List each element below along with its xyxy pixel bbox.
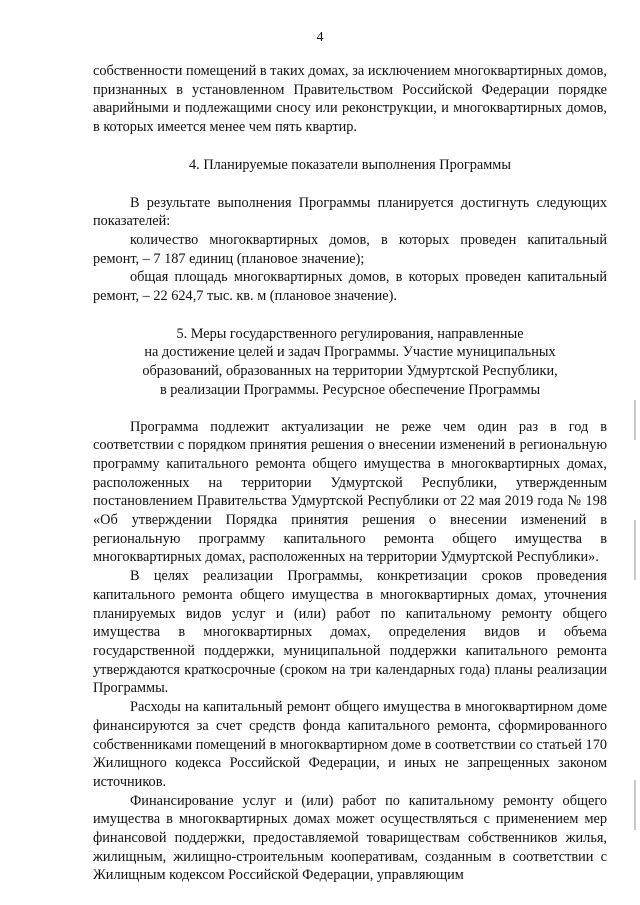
section-4-paragraph: общая площадь многоквартирных домов, в которых проведен капитальный ремонт, – 22 624,7 тыс. кв. м (плановое значение). bbox=[93, 269, 607, 305]
spacer bbox=[93, 175, 607, 194]
spacer bbox=[93, 400, 607, 418]
spacer bbox=[93, 306, 607, 325]
section-5-heading-line: образований, образованных на территории Удмуртской Республики, bbox=[142, 363, 558, 380]
section-5-heading-line: в реализации Программы. Ресурсное обеспечение Программы bbox=[159, 381, 541, 398]
section-5-heading-line: на достижение целей и задач Программы. Участие муниципальных bbox=[144, 344, 556, 361]
scan-edge-mark bbox=[634, 780, 636, 830]
scan-edge-mark bbox=[634, 400, 636, 440]
section-5-paragraph: Расходы на капитальный ремонт общего имущества в многоквартирном доме финансируются за счет средств фонда капитального ремонта, сформированного собственниками помещений в многоквартирном доме в соответствии со статьей 170 Жилищного кодекса Российской Федерации, и иных не запрещенных законом источников. bbox=[93, 699, 607, 790]
section-4-paragraph: В результате выполнения Программы планируется достигнуть следующих показателей: bbox=[93, 194, 607, 230]
section-5-heading-line: 5. Меры государственного регулирования, направленные bbox=[176, 325, 524, 342]
section-5-paragraph: В целях реализации Программы, конкретизации сроков проведения капитального ремонта общего имущества в многоквартирных домах, уточнения планируемых видов услуг и (или) работ по капитальному ремонту общего имущества в многоквартирных домах, определения видов и объема государственной поддержки, муниципальной поддержки капитального ремонта утверждаются краткосрочные (сроком на три календарных года) планы реализации Программы. bbox=[93, 568, 607, 697]
section-4-heading: 4. Планируемые показатели выполнения Программы bbox=[189, 156, 511, 173]
section-4-paragraph: количество многоквартирных домов, в которых проведен капитальный ремонт, – 7 187 единиц (плановое значение); bbox=[93, 231, 607, 267]
intro-paragraph: собственности помещений в таких домах, за исключением многоквартирных домов, признанных в установленном Правительством Российской Федерации порядке аварийными и подлежащими сносу или реконструкции, и многоквартирных домов, в которых имеется менее чем пять квартир. bbox=[93, 63, 607, 136]
section-5-paragraph: Финансирование услуг и (или) работ по капитальному ремонту общего имущества в многоквартирных домах может осуществляться с применением мер финансовой поддержки, предоставляемой товариществам собственников жилья, жилищным, жилищно-строительным кооперативам, созданным в соответствии с Жилищным кодексом Российской Федерации, управляющим bbox=[93, 792, 607, 884]
page-number: 4 bbox=[316, 30, 324, 45]
section-5-heading bbox=[93, 325, 607, 400]
spacer bbox=[93, 137, 607, 156]
document-body bbox=[93, 62, 607, 885]
section-5-paragraph: Программа подлежит актуализации не реже чем один раз в год в соответствии с порядком принятия решения о внесении изменений в региональную программу капитального ремонта общего имущества в многоквартирных домах, расположенных на территории Удмуртской Республики, утвержденным постановлением Правительства Удмуртской Республики от 22 мая 2019 года № 198 «Об утверждении Порядка принятия решения о внесении изменений в региональную программу капитального ремонта общего имущества в многоквартирных домах, расположенных на территории Удмуртской Республики». bbox=[93, 418, 607, 566]
scan-edge-mark bbox=[634, 520, 636, 580]
